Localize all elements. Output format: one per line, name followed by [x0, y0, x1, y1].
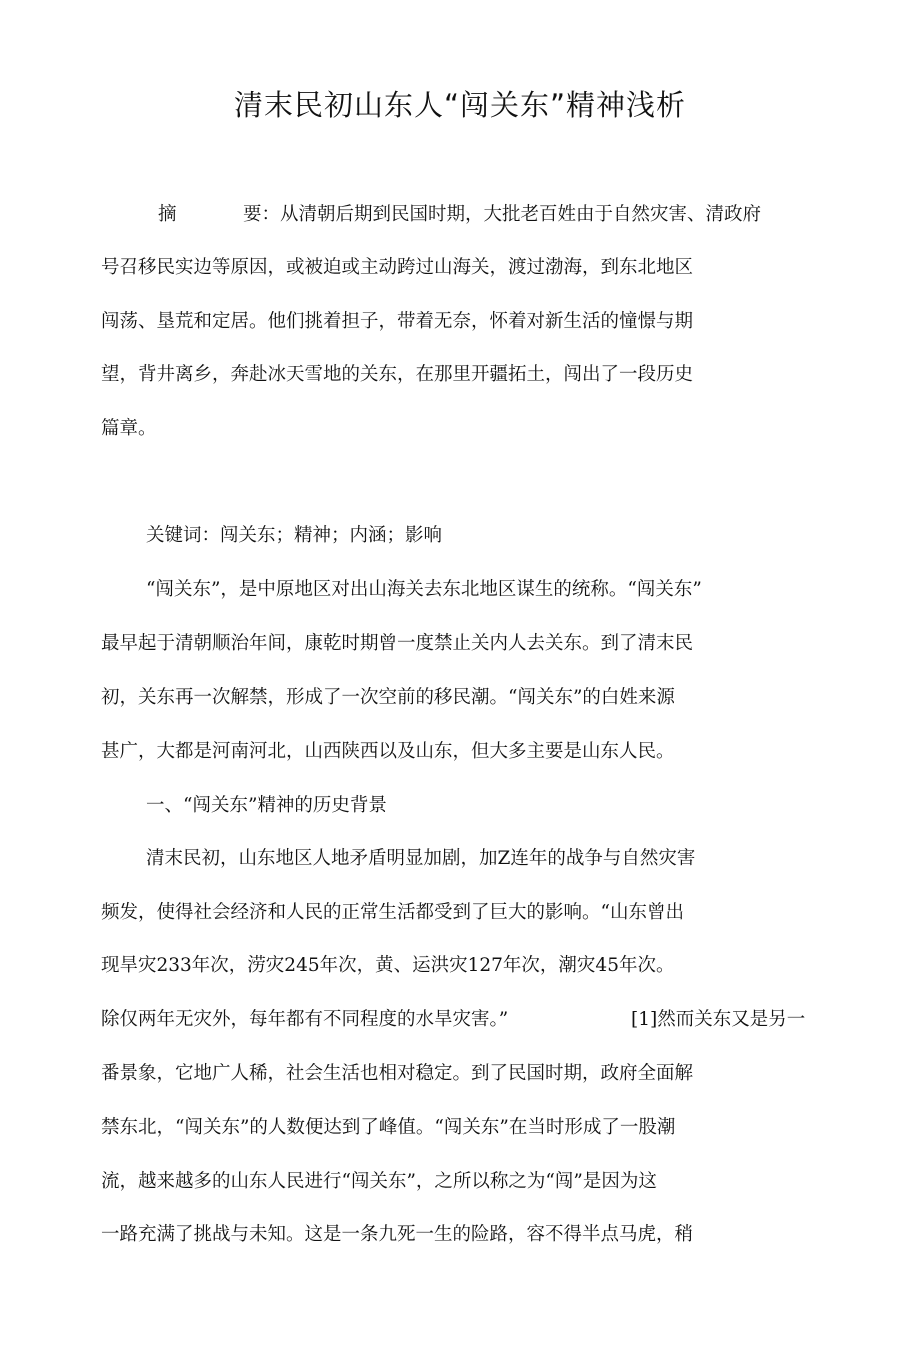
paragraph-line: 清末民初，山东地区人地矛盾明显加剧，加Z连年的战争与自然灾害 [146, 848, 696, 869]
paragraph-line: 现旱灾233年次，涝灾245年次，黄、运洪灾127年次，潮灾45年次。 [101, 955, 675, 976]
paragraph-line: 初，关东再一次解禁，形成了一次空前的移民潮。“闯关东”的白姓来源 [101, 687, 675, 708]
paragraph-line: 甚广，大都是河南河北，山西陕西以及山东，但大多主要是山东人民。 [101, 741, 675, 762]
paragraph-line: 除仅两年无灾外，每年都有不同程度的水旱灾害。” [101, 1009, 509, 1030]
paragraph-line: 流，越来越多的山东人民进行“闯关东”，之所以称之为“闯”是因为这 [101, 1171, 657, 1192]
paragraph-line: 频发，使得社会经济和人民的正常生活都受到了巨大的影响。“山东曾出 [101, 902, 684, 923]
abstract-line: 闯荡、垦荒和定居。他们挑着担子，带着无奈，怀着对新生活的憧憬与期 [101, 311, 694, 332]
abstract-label-char1: 摘 [158, 204, 177, 225]
paragraph-line: 禁东北，“闯关东”的人数便达到了峰值。“闯关东”在当时形成了一股潮 [101, 1117, 676, 1138]
paragraph-line: 番景象，它地广人稀，社会生活也相对稳定。到了民国时期，政府全面解 [101, 1063, 694, 1084]
document-title: 清末民初山东人“闯关东”精神浅析 [233, 88, 687, 122]
abstract-first-line: 要：从清朝后期到民国时期，大批老百姓由于自然灾害、清政府 [243, 204, 762, 225]
abstract-line: 号召移民实边等原因，或被迫或主动跨过山海关，渡过渤海，到东北地区 [101, 257, 694, 278]
keywords: 关键词：闯关东；精神；内涵；影响 [146, 525, 443, 546]
abstract-line: 望，背井离乡，奔赴冰天雪地的关东，在那里开疆拓土，闯出了一段历史 [101, 364, 694, 385]
paragraph-line: 最早起于清朝顺治年间，康乾时期曾一度禁止关内人去关东。到了清末民 [101, 633, 694, 654]
citation-line: [1]然而关东又是另一 [631, 1009, 806, 1030]
paragraph-line: “闯关东”，是中原地区对出山海关去东北地区谋生的统称。“闯关东” [146, 579, 702, 600]
abstract-line: 篇章。 [101, 418, 157, 439]
section-heading: 一、“闯关东”精神的历史背景 [146, 795, 387, 816]
paragraph-line: 一路充满了挑战与未知。这是一条九死一生的险路，容不得半点马虎，稍 [101, 1224, 694, 1245]
